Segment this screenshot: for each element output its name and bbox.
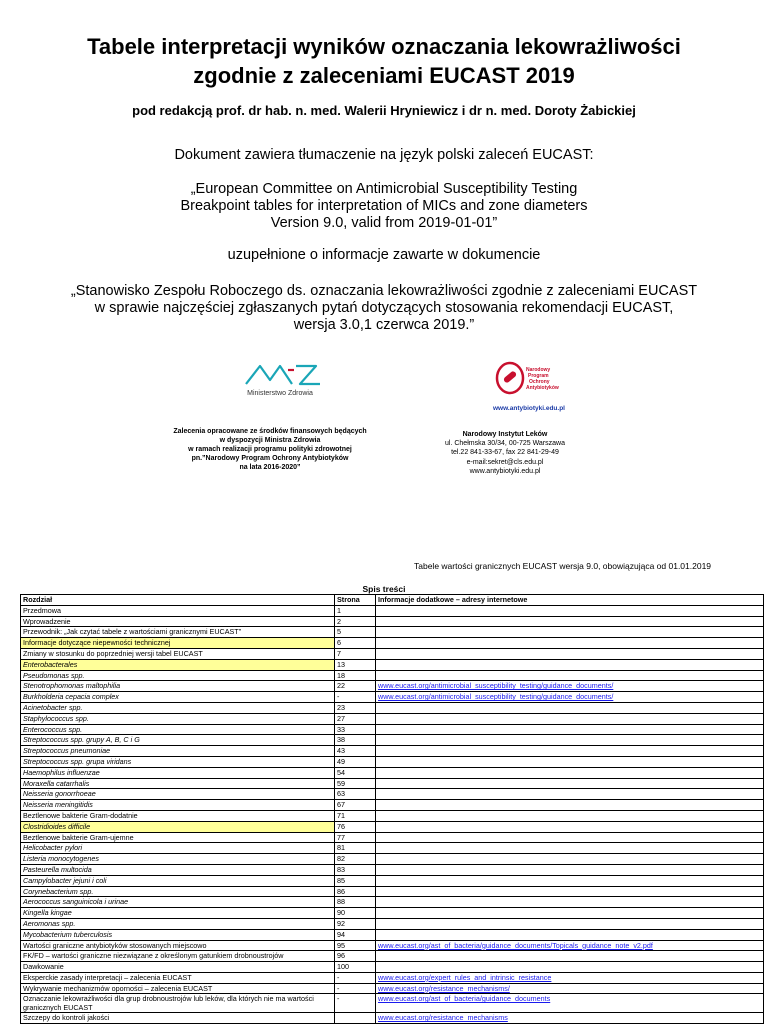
toc-info-cell bbox=[376, 616, 764, 627]
toc-info-link[interactable]: www.eucast.org/antimicrobial_susceptibility_testing/guidance_documents/ bbox=[378, 692, 614, 702]
toc-page-cell: - bbox=[335, 983, 376, 994]
toc-page-cell: 77 bbox=[335, 832, 376, 843]
toc-info-cell bbox=[376, 897, 764, 908]
toc-row bbox=[21, 778, 764, 789]
toc-page-cell: 22 bbox=[335, 681, 376, 692]
funding-line: w ramach realizacji programu polityki zdrowotnej bbox=[188, 446, 352, 453]
funding-line: na lata 2016-2020” bbox=[239, 464, 301, 471]
toc-page-cell: 2 bbox=[335, 616, 376, 627]
toc-page-cell: 27 bbox=[335, 713, 376, 724]
toc-page-cell: 83 bbox=[335, 864, 376, 875]
toc-page-cell: - bbox=[335, 972, 376, 983]
toc-row bbox=[21, 702, 764, 713]
toc-info-cell bbox=[376, 659, 764, 670]
intro-p4-line2: w sprawie najczęściej zgłaszanych pytań dotyczących stosowania rekomendacji EUCAST, bbox=[94, 300, 674, 316]
toc-chapter-cell: Streptococcus spp. grupa viridans bbox=[21, 756, 335, 767]
toc-row bbox=[21, 1013, 764, 1024]
toc-page-cell: 71 bbox=[335, 810, 376, 821]
toc-chapter-cell: Streptococcus pneumoniae bbox=[21, 746, 335, 757]
toc-row bbox=[21, 627, 764, 638]
toc-info-cell bbox=[376, 832, 764, 843]
toc-page-cell: 85 bbox=[335, 875, 376, 886]
toc-info-cell bbox=[376, 940, 764, 951]
intro-p4-line3: wersja 3.0,1 czerwca 2019.” bbox=[293, 317, 475, 333]
toc-page-cell: 1 bbox=[335, 605, 376, 616]
toc-row bbox=[21, 616, 764, 627]
toc-info-cell bbox=[376, 810, 764, 821]
toc-page-cell: 7 bbox=[335, 648, 376, 659]
toc-row bbox=[21, 659, 764, 670]
toc-row bbox=[21, 972, 764, 983]
toc-page-cell: 59 bbox=[335, 778, 376, 789]
toc-chapter-cell: Burkholderia cepacia complex bbox=[21, 692, 335, 703]
npoa-logo-word-1: Narodowy bbox=[526, 367, 551, 373]
toc-info-cell bbox=[376, 746, 764, 757]
toc-row bbox=[21, 756, 764, 767]
toc-row bbox=[21, 670, 764, 681]
institute-phone: tel.22 841-33-67, fax 22 841-29-49 bbox=[451, 449, 559, 457]
toc-info-cell bbox=[376, 951, 764, 962]
toc-row bbox=[21, 994, 764, 1013]
toc-page-cell: 76 bbox=[335, 821, 376, 832]
toc-chapter-cell: Stenotrophomonas maltophilia bbox=[21, 681, 335, 692]
toc-info-cell bbox=[376, 854, 764, 865]
toc-info-cell bbox=[376, 767, 764, 778]
toc-chapter-cell: Przedmowa bbox=[21, 605, 335, 616]
toc-page-cell: 94 bbox=[335, 929, 376, 940]
toc-info-cell bbox=[376, 821, 764, 832]
toc-page-cell bbox=[335, 1013, 376, 1024]
toc-row bbox=[21, 800, 764, 811]
toc-info-cell bbox=[376, 724, 764, 735]
toc-info-cell bbox=[376, 908, 764, 919]
toc-col-page: Strona bbox=[335, 595, 376, 606]
institute-address: ul. Chełmska 30/34, 00-725 Warszawa bbox=[445, 440, 565, 448]
toc-page-cell: 54 bbox=[335, 767, 376, 778]
toc-chapter-cell: Aerococcus sanguinicola i urinae bbox=[21, 897, 335, 908]
toc-row bbox=[21, 648, 764, 659]
toc-info-cell bbox=[376, 962, 764, 973]
toc-row bbox=[21, 929, 764, 940]
toc-col-info: Informacje dodatkowe – adresy internetowe bbox=[376, 595, 764, 606]
institute-web[interactable]: www.antybiotyki.edu.pl bbox=[469, 467, 541, 475]
toc-row bbox=[21, 864, 764, 875]
toc-page-cell: 43 bbox=[335, 746, 376, 757]
toc-page-cell: 33 bbox=[335, 724, 376, 735]
toc-chapter-cell: Eksperckie zasady interpretacji – zalecenia EUCAST bbox=[21, 972, 335, 983]
toc-info-cell bbox=[376, 983, 764, 994]
toc-chapter-cell: Beztlenowe bakterie Gram-ujemne bbox=[21, 832, 335, 843]
toc-chapter-cell: Neisseria meningitidis bbox=[21, 800, 335, 811]
toc-info-cell bbox=[376, 670, 764, 681]
toc-row bbox=[21, 605, 764, 616]
toc-row bbox=[21, 908, 764, 919]
institute-contact bbox=[420, 430, 590, 476]
toc-info-cell bbox=[376, 648, 764, 659]
toc-page-cell: 86 bbox=[335, 886, 376, 897]
toc-info-cell bbox=[376, 713, 764, 724]
toc-chapter-cell: Pasteurella multocida bbox=[21, 864, 335, 875]
document-title bbox=[0, 32, 768, 90]
toc-row bbox=[21, 918, 764, 929]
npoa-logo bbox=[492, 360, 562, 400]
toc-page-cell: 90 bbox=[335, 908, 376, 919]
intro-p2-line2: Breakpoint tables for interpretation of MICs and zone diameters bbox=[180, 198, 588, 214]
toc-info-link[interactable]: www.eucast.org/ast_of_bacteria/guidance_documents bbox=[378, 994, 551, 1004]
toc-col-chapter: Rozdział bbox=[21, 595, 335, 606]
toc-chapter-cell: Campylobacter jejuni i coli bbox=[21, 875, 335, 886]
toc-page-cell: 49 bbox=[335, 756, 376, 767]
toc-row bbox=[21, 767, 764, 778]
toc-row bbox=[21, 962, 764, 973]
toc-page-cell: 81 bbox=[335, 843, 376, 854]
toc-info-cell bbox=[376, 994, 764, 1013]
toc-row bbox=[21, 789, 764, 800]
toc-chapter-cell: Zmiany w stosunku do poprzedniej wersji tabel EUCAST bbox=[21, 648, 335, 659]
toc-info-cell bbox=[376, 800, 764, 811]
title-line-1: Tabele interpretacji wyników oznaczania lekowrażliwości bbox=[87, 34, 681, 59]
toc-row bbox=[21, 713, 764, 724]
npoa-logo-word-3: Ochrony bbox=[529, 379, 550, 385]
toc-info-cell bbox=[376, 735, 764, 746]
toc-row bbox=[21, 940, 764, 951]
toc-chapter-cell: Oznaczanie lekowrażliwości dla grup drobnoustrojów lub leków, dla których nie ma wartości granicznych EUCAST bbox=[21, 994, 335, 1013]
intro-paragraph-4 bbox=[0, 283, 768, 334]
institute-email[interactable]: e-mail:sekret@cls.edu.pl bbox=[466, 458, 544, 466]
npoa-logo-word-4: Antybiotyków bbox=[526, 385, 559, 391]
toc-row bbox=[21, 821, 764, 832]
toc-info-cell bbox=[376, 627, 764, 638]
toc-chapter-cell: Mycobacterium tuberculosis bbox=[21, 929, 335, 940]
toc-chapter-cell: Streptococcus spp. grupy A, B, C i G bbox=[21, 735, 335, 746]
toc-page-cell: 23 bbox=[335, 702, 376, 713]
toc-chapter-cell: Moraxella catarrhalis bbox=[21, 778, 335, 789]
toc-chapter-cell: Enterobacterales bbox=[21, 659, 335, 670]
toc-row bbox=[21, 843, 764, 854]
toc-chapter-cell: Wartości graniczne antybiotyków stosowanych miejscowo bbox=[21, 940, 335, 951]
toc-row bbox=[21, 810, 764, 821]
toc-info-cell bbox=[376, 886, 764, 897]
toc-chapter-cell: Acinetobacter spp. bbox=[21, 702, 335, 713]
toc-row bbox=[21, 724, 764, 735]
toc-info-cell bbox=[376, 843, 764, 854]
toc-row bbox=[21, 983, 764, 994]
toc-table bbox=[20, 594, 764, 1024]
toc-info-cell bbox=[376, 681, 764, 692]
toc-info-cell bbox=[376, 692, 764, 703]
toc-chapter-cell: Aeromonas spp. bbox=[21, 918, 335, 929]
toc-chapter-cell: Informacje dotyczące niepewności technicznej bbox=[21, 638, 335, 649]
toc-chapter-cell: Pseudomonas spp. bbox=[21, 670, 335, 681]
toc-chapter-cell: Neisseria gonorrhoeae bbox=[21, 789, 335, 800]
intro-paragraph-1: Dokument zawiera tłumaczenie na język polski zaleceń EUCAST: bbox=[174, 147, 594, 163]
intro-p2-line1: „European Committee on Antimicrobial Susceptibility Testing bbox=[190, 181, 578, 197]
toc-info-cell bbox=[376, 875, 764, 886]
toc-info-link[interactable]: www.eucast.org/ast_of_bacteria/guidance_documents/Topicals_guidance_note_v2.pdf bbox=[378, 940, 653, 950]
editors-subtitle: pod redakcją prof. dr hab. n. med. Walerii Hryniewicz i dr n. med. Doroty Żabickiej bbox=[132, 103, 636, 118]
intro-paragraph-2 bbox=[0, 181, 768, 232]
toc-info-cell bbox=[376, 638, 764, 649]
toc-chapter-cell: Corynebacterium spp. bbox=[21, 886, 335, 897]
toc-page-cell: 63 bbox=[335, 789, 376, 800]
funding-line: pn.”Narodowy Program Ochrony Antybiotyków bbox=[191, 455, 349, 462]
toc-chapter-cell: Listeria monocytogenes bbox=[21, 854, 335, 865]
toc-chapter-cell: Helicobacter pylori bbox=[21, 843, 335, 854]
toc-chapter-cell: Przewodnik: „Jak czytać tabele z wartościami granicznymi EUCAST” bbox=[21, 627, 335, 638]
toc-page-cell: 88 bbox=[335, 897, 376, 908]
funding-line: Zalecenia opracowane ze środków finansowych będących bbox=[173, 428, 367, 435]
toc-chapter-cell: Kingella kingae bbox=[21, 908, 335, 919]
toc-page-cell: 18 bbox=[335, 670, 376, 681]
toc-info-cell bbox=[376, 1013, 764, 1024]
toc-info-cell bbox=[376, 605, 764, 616]
toc-title: Spis treści bbox=[362, 584, 406, 594]
toc-page-cell: - bbox=[335, 692, 376, 703]
intro-paragraph-3: uzupełnione o informacje zawarte w dokumencie bbox=[227, 247, 541, 263]
toc-chapter-cell: Haemophilus influenzae bbox=[21, 767, 335, 778]
toc-row bbox=[21, 692, 764, 703]
toc-page-cell: 82 bbox=[335, 854, 376, 865]
funding-line: w dyspozycji Ministra Zdrowia bbox=[219, 437, 321, 444]
toc-info-cell bbox=[376, 702, 764, 713]
title-line-2: zgodnie z zaleceniami EUCAST 2019 bbox=[193, 63, 575, 88]
toc-chapter-cell: Dawkowanie bbox=[21, 962, 335, 973]
toc-row bbox=[21, 875, 764, 886]
toc-chapter-cell: Clostridioides difficile bbox=[21, 821, 335, 832]
toc-row bbox=[21, 886, 764, 897]
toc-info-link[interactable]: www.eucast.org/antimicrobial_susceptibility_testing/guidance_documents/ bbox=[378, 681, 614, 691]
ministry-logo-caption: Ministerstwo Zdrowia bbox=[247, 390, 313, 397]
intro-p2-line3: Version 9.0, valid from 2019-01-01” bbox=[270, 215, 498, 231]
toc-info-link[interactable]: www.eucast.org/resistance_mechanisms/ bbox=[378, 983, 510, 993]
toc-chapter-cell: Szczepy do kontroli jakości bbox=[21, 1013, 335, 1024]
toc-info-cell bbox=[376, 929, 764, 940]
toc-page-cell: - bbox=[335, 994, 376, 1013]
toc-info-cell bbox=[376, 918, 764, 929]
toc-info-link[interactable]: www.eucast.org/expert_rules_and_intrinsic_resistance bbox=[378, 972, 552, 982]
toc-info-cell bbox=[376, 756, 764, 767]
toc-row bbox=[21, 854, 764, 865]
running-header: Tabele wartości granicznych EUCAST wersja 9.0, obowiązująca od 01.01.2019 bbox=[414, 561, 712, 571]
funding-note bbox=[150, 427, 390, 472]
toc-chapter-cell: Beztlenowe bakterie Gram-dodatnie bbox=[21, 810, 335, 821]
toc-page-cell: 13 bbox=[335, 659, 376, 670]
toc-info-cell bbox=[376, 789, 764, 800]
toc-row bbox=[21, 746, 764, 757]
toc-row bbox=[21, 638, 764, 649]
toc-row bbox=[21, 735, 764, 746]
toc-info-cell bbox=[376, 778, 764, 789]
toc-page-cell: 96 bbox=[335, 951, 376, 962]
toc-chapter-cell: Wykrywanie mechanizmów oporności – zalecenia EUCAST bbox=[21, 983, 335, 994]
institute-name: Narodowy Instytut Leków bbox=[462, 431, 548, 438]
toc-page-cell: 100 bbox=[335, 962, 376, 973]
intro-p4-line1: „Stanowisko Zespołu Roboczego ds. oznaczania lekowrażliwości zgodnie z zaleceniami EUCAST bbox=[70, 283, 698, 299]
toc-header-row bbox=[21, 595, 764, 606]
toc-chapter-cell: Staphylococcus spp. bbox=[21, 713, 335, 724]
toc-chapter-cell: Enterococcus spp. bbox=[21, 724, 335, 735]
toc-info-cell bbox=[376, 864, 764, 875]
toc-row bbox=[21, 832, 764, 843]
toc-page-cell: 92 bbox=[335, 918, 376, 929]
toc-page-cell: 6 bbox=[335, 638, 376, 649]
toc-page-cell: 38 bbox=[335, 735, 376, 746]
toc-page-cell: 5 bbox=[335, 627, 376, 638]
toc-chapter-cell: FK/FD – wartości graniczne niezwiązane z określonym gatunkiem drobnoustrojów bbox=[21, 951, 335, 962]
toc-row bbox=[21, 951, 764, 962]
toc-row bbox=[21, 681, 764, 692]
npoa-logo-word-2: Program bbox=[528, 373, 549, 379]
toc-page-cell: 95 bbox=[335, 940, 376, 951]
toc-chapter-cell: Wprowadzenie bbox=[21, 616, 335, 627]
toc-info-cell bbox=[376, 972, 764, 983]
npoa-url[interactable]: www.antybiotyki.edu.pl bbox=[493, 405, 565, 412]
toc-info-link[interactable]: www.eucast.org/resistance_mechanisms bbox=[378, 1013, 508, 1023]
toc-page-cell: 67 bbox=[335, 800, 376, 811]
toc-row bbox=[21, 897, 764, 908]
